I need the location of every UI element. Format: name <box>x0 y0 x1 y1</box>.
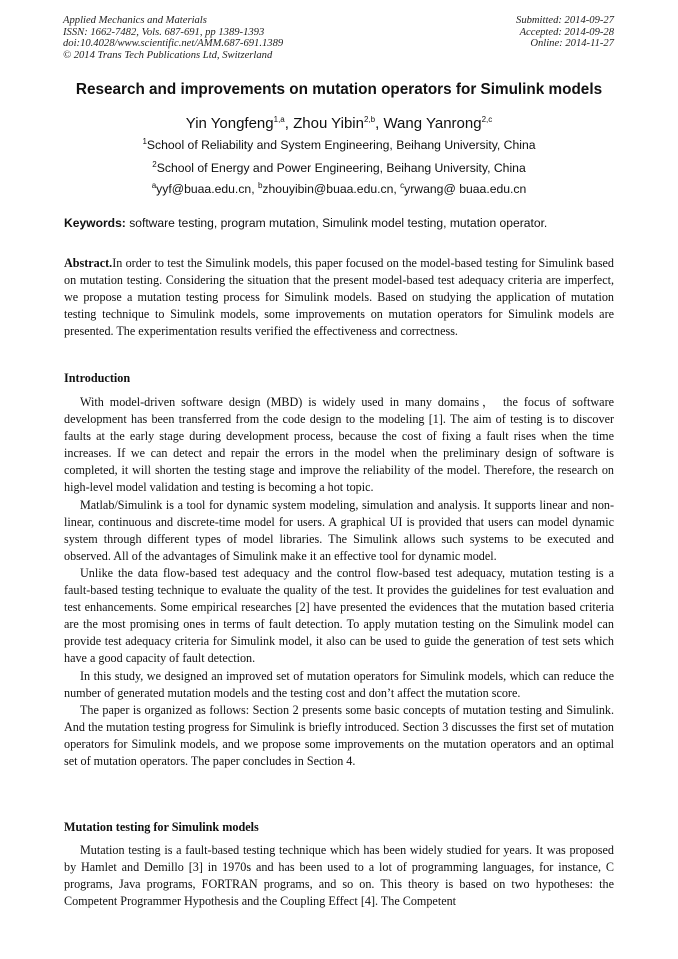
paragraph: In this study, we designed an improved set of mutation operators for Simulink models, which can reduce the number of generated mutation models and the testing cost and don’t affect the mutation score. <box>64 668 614 700</box>
affiliation-1 <box>0 138 678 152</box>
affiliation-sup: 2 <box>152 159 157 169</box>
copyright-line: © 2014 Trans Tech Publications Ltd, Switzerland <box>63 49 273 61</box>
abstract-text: In order to test the Simulink models, this paper focused on the model-based testing for Simulink based on mutation testing. Considering the situation that the present model-based test adequacy criteria are imperfect, we propose a mutation testing process for Simulink models. Based on studying the application of mutation testing technique to Simulink models, some improvements on mutation operators for Simulink models are presented. The experimentation results verified the effectiveness and correctness. <box>64 256 614 339</box>
author-list: Yin Yongfeng$^{1,a}$, Zhou Yibin$^{2,b}$, Wang Yanrong$^{2,c}$ <box>185 115 493 132</box>
keywords <box>64 216 624 230</box>
abstract-label: Abstract. <box>64 256 113 270</box>
affiliation-text: School of Energy and Power Engineering, Beihang University, China <box>156 161 526 175</box>
doi-line: doi:10.4028/www.scientific.net/AMM.687-691.1389 <box>63 38 284 49</box>
email-sup: b <box>257 180 263 190</box>
affiliation-sup: 1 <box>142 136 147 146</box>
affiliation-text: School of Reliability and System Engineering, Beihang University, China <box>146 138 536 152</box>
journal-name: Applied Mechanics and Materials <box>63 15 207 26</box>
mutation-testing-body <box>64 842 614 910</box>
section-heading-introduction: Introduction <box>64 371 131 385</box>
submitted-date: Submitted: 2014-09-27 <box>516 15 614 26</box>
introduction-body <box>64 394 614 770</box>
email-link[interactable]: zhouyibin@buaa.edu.cn, <box>262 182 401 196</box>
paper-title: Research and improvements on mutation operators for Simulink models <box>75 81 603 98</box>
abstract <box>64 255 614 340</box>
author-name: Zhou Yibin <box>293 115 364 132</box>
email-sup: c <box>400 180 405 190</box>
paragraph: Matlab/Simulink is a tool for dynamic system modeling, simulation and analysis. It supports linear and non-linear, continuous and discrete-time model for users. A graphical UI is provided that users can model dynamic system through different types of model libraries. The Simulink allows such systems to be executed and observed. All of the advantages of Simulink make it an effective tool for dynamic model. <box>64 497 614 563</box>
online-date: Online: 2014-11-27 <box>530 38 614 49</box>
author-sup: 2,b <box>363 115 376 124</box>
author-name: Yin Yongfeng <box>185 115 274 132</box>
issn-line: ISSN: 1662-7482, Vols. 687-691, pp 1389-1393 <box>63 26 265 38</box>
keywords-text: software testing, program mutation, Simulink model testing, mutation operator. <box>125 216 548 230</box>
author-sup: 1,a <box>273 115 285 124</box>
keywords-label: Keywords: <box>64 216 126 230</box>
journal-info <box>63 15 283 61</box>
paragraph: Mutation testing is a fault-based testing technique which has been widely studied for years. It was proposed by Hamlet and Demillo [3] in 1970s and has been used to a lot of programming languages, for instance, C programs, Java programs, FORTRAN programs, and so on. This theory is based on two hypotheses: the Competent Programmer Hypothesis and the Coupling Effect [4]. The Competent <box>64 843 614 909</box>
email-link[interactable]: yrwang@ buaa.edu.cn <box>404 182 527 196</box>
paragraph: Unlike the data flow-based test adequacy and the control flow-based test adequacy, mutation testing is a fault-based testing technique to evaluate the quality of the test. It provides the guidelines for test evaluation and test enhancements. Some empirical researches [2] have presented the evidences that the mutation based criteria are the most promising ones in terms of fault detection. To apply mutation testing on the Simulink model can provide test adequacy criteria for Simulink model, it also can be used to guide the generation of test sets which have a good capacity of fault detection. <box>64 565 614 666</box>
author-name: Wang Yanrong <box>383 115 482 132</box>
paragraph: With model-driven software design (MBD) is widely used in many domains， the focus of software development has been transferred from the code design to the modeling [1]. The aim of testing is to discover faults at the early stage during development process, because the cost of fixing a fault rises when the time increases. If we can detect and repair the errors in the model when the preliminary design of software is completed, it will shorten the testing stage and improve the reliability of the model. Therefore, the research on high-level model validation and testing is becoming a hot topic. <box>64 395 614 495</box>
email-list <box>0 182 678 196</box>
paragraph: The paper is organized as follows: Section 2 presents some basic concepts of mutation testing and Simulink. And the mutation testing progress for Simulink is briefly introduced. Section 3 discusses the first set of mutation operators for Simulink models, and we propose some improvements on the mutation operators and an optimal set of mutation operators. The paper concludes in Section 4. <box>64 702 614 768</box>
email-sup: a <box>151 180 157 190</box>
affiliation-2 <box>0 161 678 175</box>
section-heading-mutation-testing: Mutation testing for Simulink models <box>64 820 259 834</box>
accepted-date: Accepted: 2014-09-28 <box>519 26 614 38</box>
author-sup: 2,c <box>481 115 493 124</box>
email-link[interactable]: yyf@buaa.edu.cn, <box>156 182 258 196</box>
submission-dates <box>516 15 614 50</box>
